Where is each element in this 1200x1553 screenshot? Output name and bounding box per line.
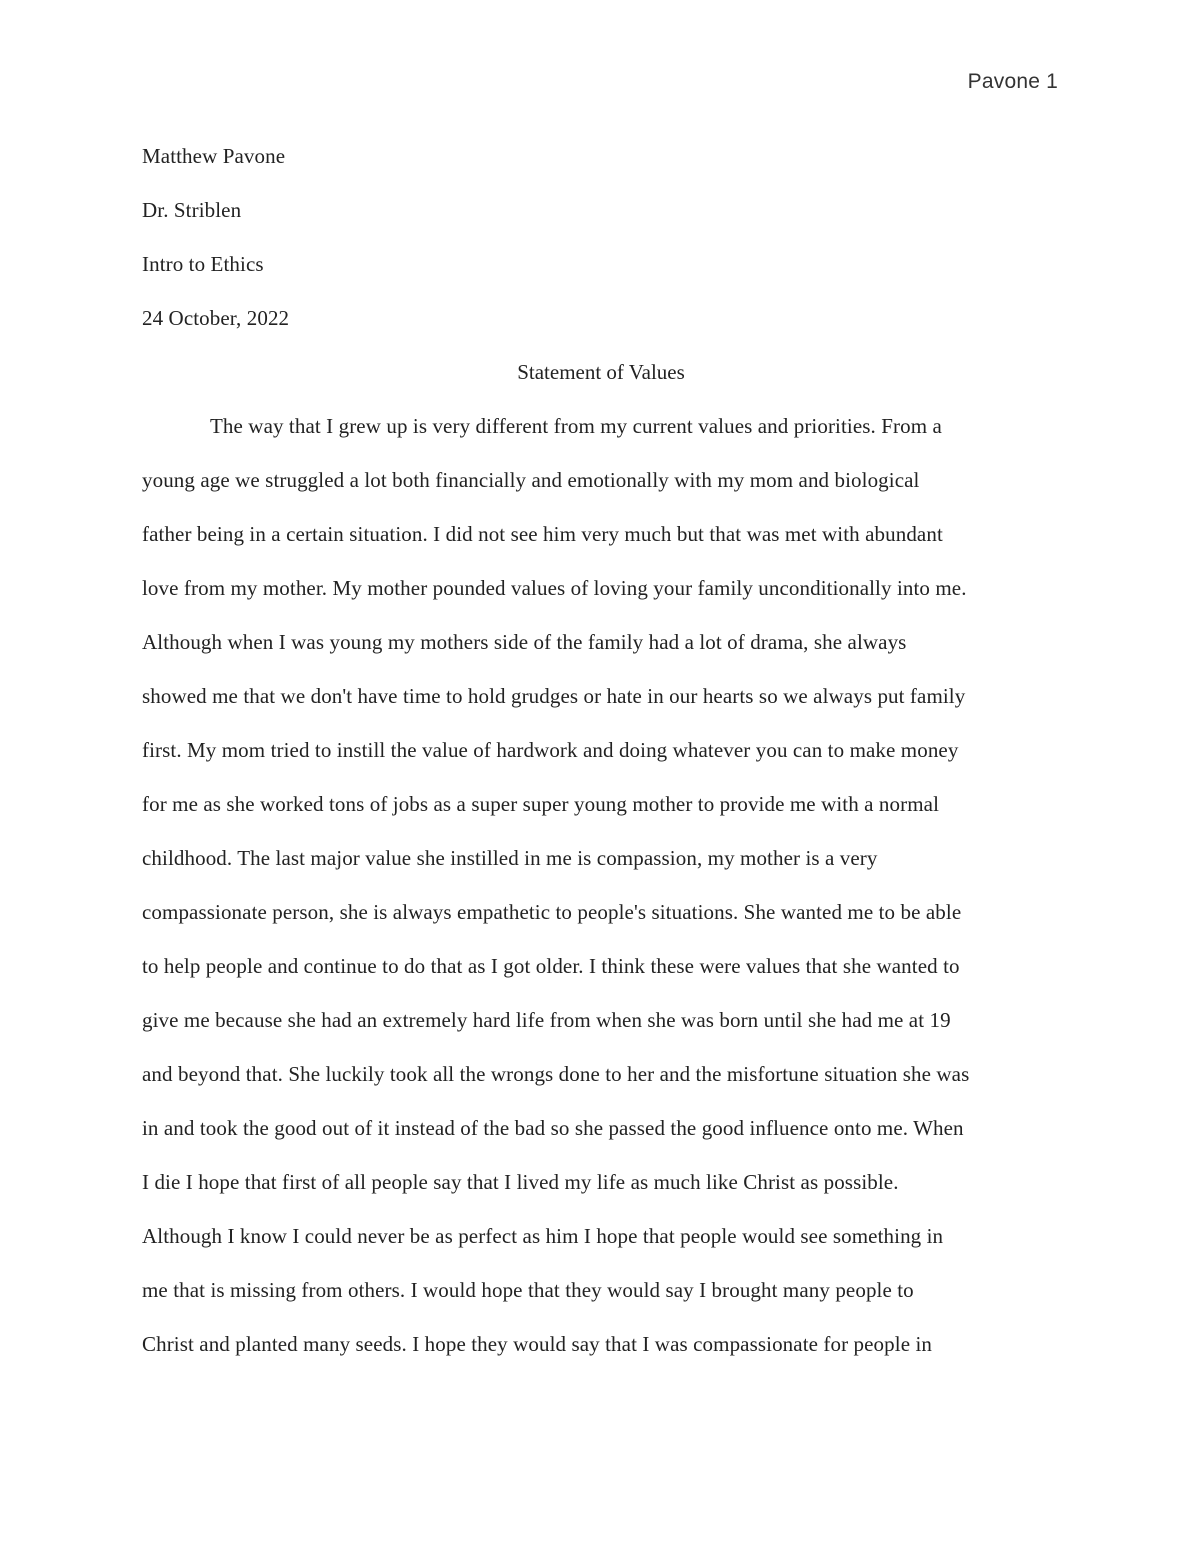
body-line: childhood. The last major value she instilled in me is compassion, my mother is a very	[142, 846, 878, 870]
body-line: first. My mom tried to instill the value of hardwork and doing whatever you can to make money	[142, 738, 959, 762]
body-line: in and took the good out of it instead of the bad so she passed the good influence onto me. When	[142, 1116, 964, 1140]
body-line: father being in a certain situation. I did not see him very much but that was met with abundant	[142, 522, 943, 546]
author-name: Matthew Pavone	[142, 144, 286, 168]
body-line: and beyond that. She luckily took all the wrongs done to her and the misfortune situation she was	[142, 1062, 970, 1086]
body-line: Although when I was young my mothers side of the family had a lot of drama, she always	[142, 630, 907, 654]
body-line: compassionate person, she is always empathetic to people's situations. She wanted me to be able	[142, 900, 962, 924]
body-line: showed me that we don't have time to hold grudges or hate in our hearts so we always put family	[142, 684, 966, 708]
body-line: to help people and continue to do that as I got older. I think these were values that she wanted to	[142, 954, 960, 978]
mla-heading	[142, 129, 1060, 345]
body-line: I die I hope that first of all people say that I lived my life as much like Christ as possible.	[142, 1170, 899, 1194]
instructor-name: Dr. Striblen	[142, 198, 242, 222]
course-name: Intro to Ethics	[142, 252, 264, 276]
body-line: Although I know I could never be as perfect as him I hope that people would see something in	[142, 1224, 944, 1248]
body-line: me that is missing from others. I would hope that they would say I brought many people to	[142, 1278, 914, 1302]
body-line: young age we struggled a lot both financially and emotionally with my mom and biological	[142, 468, 920, 492]
body-line: Christ and planted many seeds. I hope they would say that I was compassionate for people in	[142, 1332, 932, 1356]
essay-title: Statement of Values	[517, 360, 685, 384]
essay-date: 24 October, 2022	[142, 306, 290, 330]
body-line: The way that I grew up is very different from my current values and priorities. From a	[210, 414, 942, 438]
essay-body	[142, 399, 1060, 1371]
body-line: love from my mother. My mother pounded values of loving your family unconditionally into me.	[142, 576, 967, 600]
running-head: Pavone 1	[967, 70, 1058, 93]
body-line: for me as she worked tons of jobs as a super super young mother to provide me with a normal	[142, 792, 940, 816]
body-line: give me because she had an extremely hard life from when she was born until she had me at 19	[142, 1008, 951, 1032]
